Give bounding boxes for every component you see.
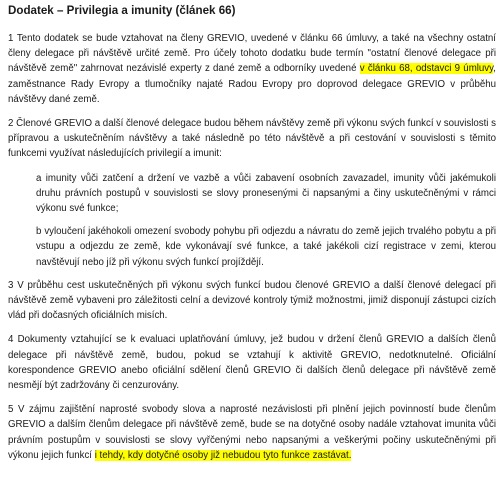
paragraph-number: 3	[8, 279, 14, 291]
document-title: Dodatek – Privilegia a imunity (článek 66)	[8, 4, 236, 17]
paragraph-text: Dokumenty vztahující se k evaluaci uplatňování úmluvy, jež budou v držení členů GREVIO a dalších členů delegace při návštěvě země, budou, pokud se vztahují k aktivitě GREVIO, nedotknutelné. Oficiální korespondence GREVIO anebo oficiální sdělení členů GREVIO či dalších členů delegace při návštěvě země nesmějí být zadržovány či cenzurovány.	[8, 334, 496, 392]
paragraph-3	[8, 278, 496, 324]
paragraph-text: Členové GREVIO a další členové delegace budou během návštěvy země při výkonu svých funkcí v souvislosti s přípravou a uskutečněním návštěvy a také následně po této návštěvě a při cestování v souvislosti s těmito funkcemi využívat následujících privilegií a imunit:	[8, 118, 496, 160]
paragraph-2	[8, 116, 496, 162]
paragraph-4	[8, 332, 496, 393]
subparagraph-b	[36, 224, 496, 270]
subparagraph-letter: b	[36, 226, 42, 238]
paragraph-1	[8, 31, 496, 107]
subparagraph-letter: a	[36, 172, 42, 184]
paragraph-5	[8, 402, 496, 463]
paragraph-text: V zájmu zajištění naprosté svobody slova a naprosté nezávislosti při plnění jejich povinností bude členům GREVIO a dalším členům delegace při návštěvě země, bude se na dotyčné osoby nadále vztahovat imunita vůči právním postupům v souvislosti se slovy vyřčenými nebo napsanými a veškerými počiny uskutečněnými při výkonu jejich funkcí	[8, 404, 496, 461]
paragraph-number: 4	[8, 334, 14, 346]
paragraph-number: 2	[8, 118, 14, 130]
paragraph-text: , zaměstnance Rady Evropy a tlumočníky najaté Radou Evropy pro doprovod delegace GREVIO v průběhu návštěvy dané země.	[8, 63, 496, 105]
paragraph-text: V průběhu cest uskutečněných při výkonu svých funkcí budou členové GREVIO a další členové delegací při návštěvě země vybaveni pro záležitosti celní a devizové kontroly týmiž možnostmi, jimiž disponují zástupci cizích vlád při dočasných oficiálních misích.	[8, 279, 496, 322]
paragraph-number: 5	[8, 404, 14, 416]
highlighted-text: v článku 68, odstavci 9 úmluvy	[359, 63, 494, 75]
subparagraph-a	[36, 171, 496, 217]
paragraph-text: Tento dodatek se bude vztahovat na členy GREVIO, uvedené v článku 66 úmluvy, a také na všechny ostatní členy delegace při návštěvě určité země. Pro účely tohoto dodatku bude termín "ostatní členové delegace při návštěvě země" zahrnovat nezávislé experty z dané země a odborníky uvedené	[8, 33, 496, 75]
highlighted-text: i tehdy, kdy dotyčné osoby již nebudou tyto funkce zastávat.	[94, 449, 352, 461]
subparagraph-text: vyloučení jakéhokoli omezení svobody pohybu při odjezdu a návratu do země jejich trvalého pobytu a při vstupu a odjezdu ze země, kde vykonávají své funkce, a také jakékoli cizí registrace v zemi, kterou navštěvují nebo jíž při výkonu svých funkcí projíždějí.	[36, 226, 496, 268]
paragraph-number: 1	[8, 33, 14, 44]
subparagraph-text: imunity vůči zatčení a držení ve vazbě a vůči zabavení osobních zavazadel, imunity vůči jakémukoli druhu právních postupů v souvislosti se slovy pronesenými či napsanými a činy uskutečněnými v rámci výkonu své funkce;	[36, 172, 496, 215]
